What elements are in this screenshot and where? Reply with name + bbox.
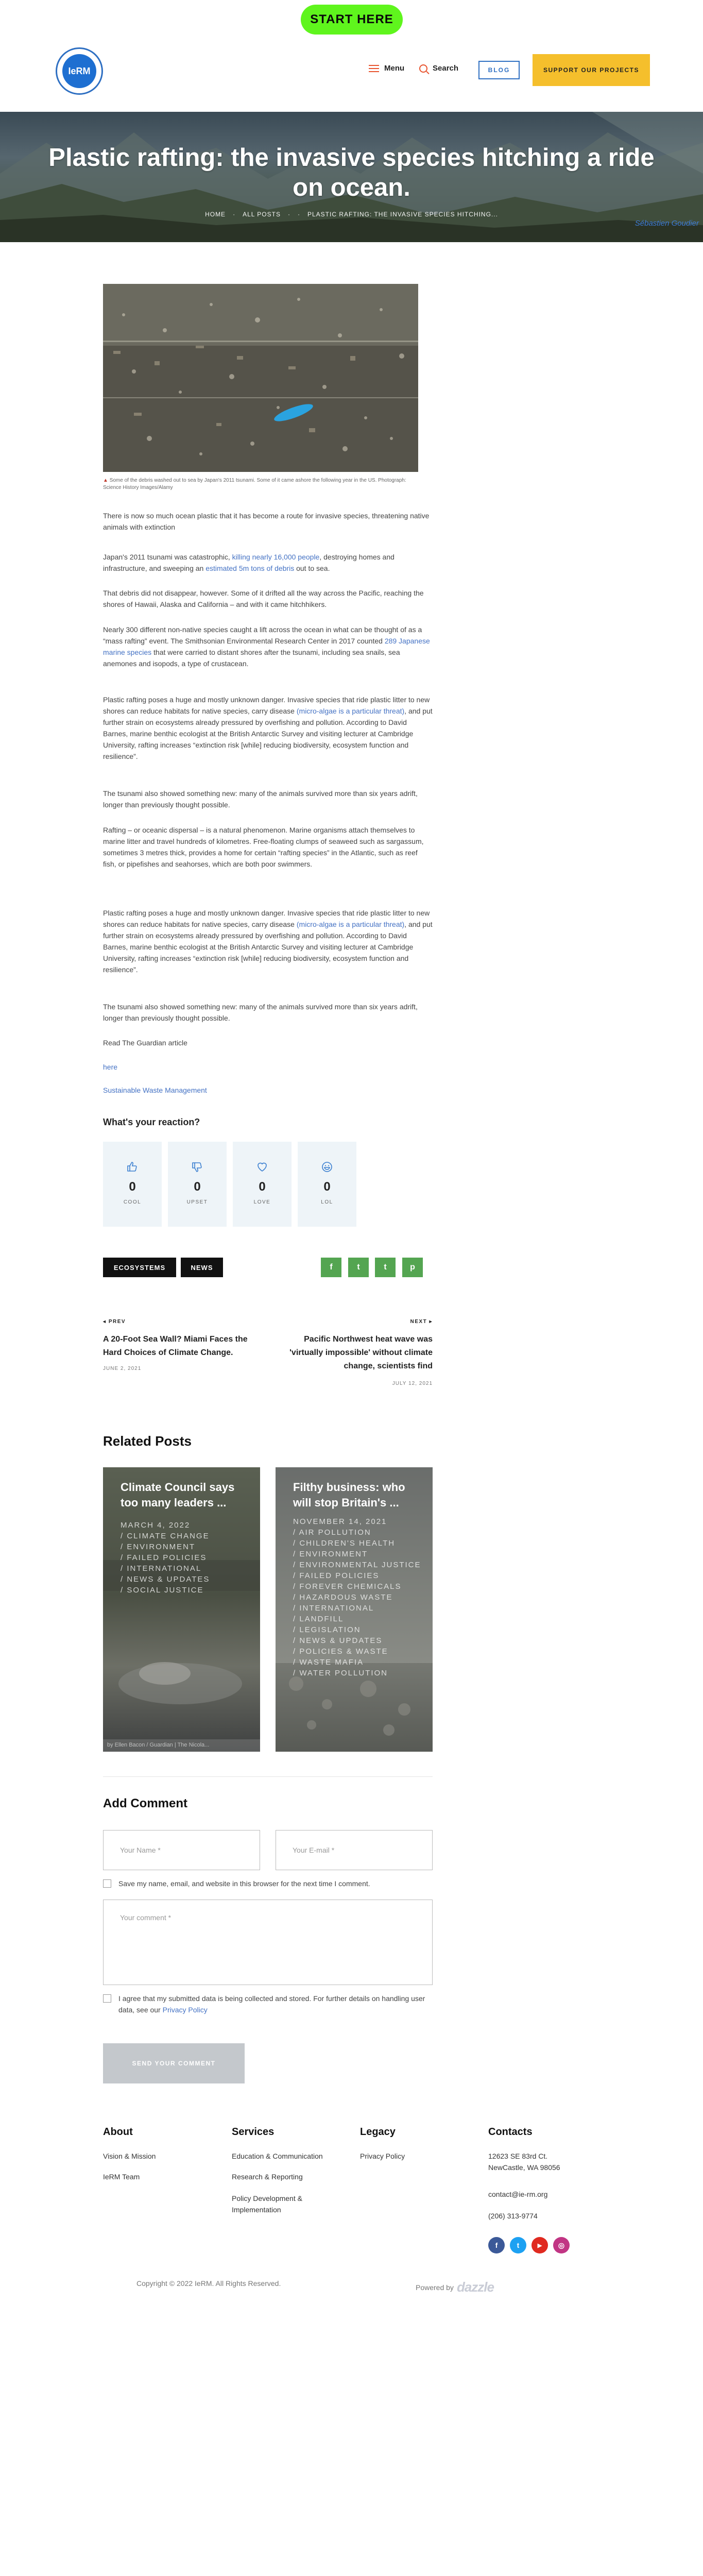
related-post-category[interactable]: / NEWS & UPDATES <box>293 1636 383 1645</box>
breadcrumb-current: PLASTIC RAFTING: THE INVASIVE SPECIES HITCHING... <box>307 211 498 218</box>
reaction-love[interactable] <box>233 1142 292 1227</box>
youtube-icon: ▶ <box>537 2242 542 2249</box>
reaction-count: 0 <box>129 1180 136 1194</box>
related-post-category[interactable]: / CLIMATE CHANGE <box>121 1532 210 1540</box>
reaction-upset[interactable] <box>168 1142 227 1227</box>
prev-post-title[interactable]: A 20-Foot Sea Wall? Miami Faces the Hard Choices of Climate Change. <box>103 1335 248 1357</box>
related-post-category[interactable]: / WASTE MAFIA <box>293 1658 364 1667</box>
paragraph-text: out to sea. <box>294 564 330 572</box>
related-post-category[interactable]: / HAZARDOUS WASTE <box>293 1593 393 1602</box>
copyright-text: Copyright © 2022 IeRM. All Rights Reserved. <box>136 2279 281 2287</box>
here-link[interactable]: here <box>103 1063 118 1071</box>
paragraph-text: Plastic rafting poses a huge and mostly unknown danger. Invasive species that ride plastic litter to new shores can reduce habitats for native species, carry disease <box>103 696 430 715</box>
related-post-category[interactable]: / ENVIRONMENT <box>293 1550 368 1558</box>
read-more-text: Read The Guardian article <box>103 1039 187 1047</box>
prev-post-date: JUNE 2, 2021 <box>103 1366 142 1371</box>
related-post-category[interactable]: / SOCIAL JUSTICE <box>121 1586 204 1595</box>
japanese-marine-species-link[interactable]: 289 Japanese marine species <box>103 637 430 656</box>
reaction-count: 0 <box>323 1180 331 1194</box>
footer-link-team[interactable]: IeRM Team <box>103 2173 140 2181</box>
powered-by[interactable] <box>416 2279 494 2295</box>
privacy-agree-label <box>118 1993 433 2015</box>
facebook-icon: f <box>330 1263 333 1272</box>
image-caption <box>103 477 418 492</box>
debris-estimate-link[interactable]: estimated 5m tons of debris <box>205 564 295 572</box>
reaction-label: UPSET <box>186 1199 208 1205</box>
breadcrumb-home[interactable]: HOME <box>205 211 226 218</box>
save-info-label: Save my name, email, and website in this browser for the next time I comment. <box>118 1879 370 1888</box>
menu-toggle[interactable] <box>369 64 404 73</box>
add-comment-title: Add Comment <box>103 1797 187 1810</box>
menu-label: Menu <box>384 64 405 73</box>
reaction-label: COOL <box>123 1199 142 1205</box>
pinterest-icon: p <box>410 1263 415 1272</box>
related-post-title[interactable]: Filthy business: who will stop Britain's ... <box>293 1481 405 1509</box>
privacy-agree-text: I agree that my submitted data is being collected and stored. For further details on handling user data, see our <box>118 1994 425 2014</box>
tag-ecosystems[interactable]: ECOSYSTEMS <box>103 1258 176 1277</box>
footer-link-vision[interactable]: Vision & Mission <box>103 2152 156 2160</box>
page-title: Plastic rafting: the invasive species hitching a ride on ocean. <box>48 144 655 201</box>
footer-link-research[interactable]: Research & Reporting <box>232 2173 303 2181</box>
search-icon <box>419 64 427 73</box>
related-post-category[interactable]: / NEWS & UPDATES <box>121 1575 210 1584</box>
footer-contacts-title: Contacts <box>488 2126 533 2138</box>
powered-by-brand-logo: dazzle <box>456 2279 494 2295</box>
related-post-footer: by Ellen Bacon / Guardian | The Nicola... <box>103 1739 260 1752</box>
footer-twitter-button[interactable] <box>510 2237 526 2253</box>
article-paragraph <box>103 907 433 975</box>
footer-services-title: Services <box>232 2126 275 2138</box>
article-paragraph: There is now so much ocean plastic that it has become a route for invasive species, threatening native animals with extinction <box>103 512 430 531</box>
reaction-label: LOL <box>321 1199 333 1205</box>
facebook-icon: f <box>495 2241 498 2249</box>
related-post-category[interactable]: / FAILED POLICIES <box>121 1553 207 1562</box>
paragraph-text: , and put further strain on ecosystems already pressured by overfishing and pollution. According to David Barnes, marine benthic ecologist at the British Antarctic Survey and visiting lecturer at Cambridge University, rafting increases “extinction risk [while] reducing biodiversity, ecosystem function and resilience”. <box>103 920 433 974</box>
related-posts-title: Related Posts <box>103 1433 192 1449</box>
footer-youtube-button[interactable] <box>531 2237 548 2253</box>
article-paragraph: Rafting – or oceanic dispersal – is a natural phenomenon. Marine organisms attach themselves to marine litter and travel hundreds of kilometres. Free-floating clumps of seaweed such as sargassum, sometimes 3 metres thick, provides a home for certain “rafting species” in the Atlantic, such as reef fish, or pipefishes and seahorses, which are both poor swimmers. <box>103 826 424 868</box>
next-post-label[interactable]: NEXT ▸ <box>410 1319 433 1325</box>
reaction-lol[interactable] <box>298 1142 356 1227</box>
related-post-card[interactable] <box>276 1467 433 1752</box>
caption-arrow-icon: ▲ <box>103 478 108 483</box>
footer-email-link[interactable]: contact@ie-rm.org <box>488 2190 548 2198</box>
related-post-date: NOVEMBER 14, 2021 <box>293 1517 387 1526</box>
save-info-checkbox[interactable] <box>103 1879 111 1888</box>
footer-legacy-title: Legacy <box>360 2126 396 2138</box>
paragraph-text: Japan's 2011 tsunami was catastrophic, <box>103 553 232 561</box>
email-field[interactable]: Your E-mail * <box>276 1830 433 1870</box>
next-post-title[interactable]: Pacific Northwest heat wave was 'virtually impossible' without climate change, scientists find <box>289 1335 433 1370</box>
breadcrumb-separator: · <box>297 211 300 218</box>
related-post-meta <box>121 1520 249 1596</box>
related-post-category[interactable]: / POLICIES & WASTE <box>293 1647 388 1656</box>
related-post-category[interactable]: / AIR POLLUTION <box>293 1528 371 1537</box>
breadcrumb <box>0 211 703 218</box>
related-post-category[interactable]: / LEGISLATION <box>293 1625 361 1634</box>
logo-text: IeRM <box>62 54 96 88</box>
hero-banner <box>0 112 703 242</box>
start-here-button[interactable]: START HERE <box>301 5 403 35</box>
reaction-count: 0 <box>259 1180 266 1194</box>
killing-16000-link[interactable]: killing nearly 16,000 people <box>232 553 320 561</box>
send-comment-button[interactable]: SEND YOUR COMMENT <box>103 2043 245 2083</box>
hamburger-icon <box>369 65 379 72</box>
footer-address-line1: 12623 SE 83rd Ct. <box>488 2152 548 2160</box>
related-post-category[interactable]: / CHILDREN'S HEALTH <box>293 1539 396 1548</box>
comment-textarea[interactable]: Your comment * <box>103 1900 433 1985</box>
privacy-policy-link[interactable]: Privacy Policy <box>162 2006 208 2014</box>
laugh-icon <box>319 1159 335 1175</box>
thumbs-up-icon <box>125 1159 140 1175</box>
related-post-category[interactable]: / ENVIRONMENTAL JUSTICE <box>293 1561 421 1569</box>
paragraph-text: , destroying homes and infrastructure, and sweeping an <box>103 553 395 572</box>
article-paragraph: The tsunami also showed something new: many of the animals survived more than six years adrift, longer than previously thought possible. <box>103 1003 418 1022</box>
footer-link-privacy[interactable]: Privacy Policy <box>360 2152 405 2160</box>
instagram-icon: ◎ <box>558 2241 565 2249</box>
reactions-title: What's your reaction? <box>103 1117 200 1127</box>
related-post-category[interactable]: / FAILED POLICIES <box>293 1571 380 1580</box>
share-twitter-button[interactable] <box>348 1258 369 1277</box>
powered-by-label: Powered by <box>416 2283 454 2292</box>
paragraph-text: , and put further strain on ecosystems already pressured by overfishing and pollution. According to David Barnes, marine benthic ecologist at the British Antarctic Survey and visiting lecturer at Cambridge University, rafting increases “extinction risk [while] reducing biodiversity, ecosystem function and resilience”. <box>103 707 433 760</box>
breadcrumb-separator: · <box>287 211 290 218</box>
privacy-agree-checkbox[interactable] <box>103 1994 111 2003</box>
divider <box>103 1776 433 1777</box>
tumblr-icon: t <box>384 1263 387 1272</box>
reaction-cool[interactable] <box>103 1142 162 1227</box>
tag-news[interactable]: NEWS <box>181 1258 223 1277</box>
micro-algae-link[interactable]: (micro-algae is a particular threat) <box>296 707 405 715</box>
share-facebook-button[interactable] <box>321 1258 341 1277</box>
footer-about-title: About <box>103 2126 133 2138</box>
breadcrumb-separator: · <box>233 211 236 218</box>
micro-algae-link[interactable]: (micro-algae is a particular threat) <box>296 920 405 928</box>
related-post-card[interactable] <box>103 1467 260 1752</box>
support-projects-button[interactable]: SUPPORT OUR PROJECTS <box>533 54 650 86</box>
related-post-category[interactable]: / INTERNATIONAL <box>121 1564 202 1573</box>
heart-icon <box>254 1159 270 1175</box>
reaction-count: 0 <box>194 1180 201 1194</box>
paragraph-text: Nearly 300 different non-native species caught a lift across the ocean in what can be thought of as a “mass rafting” event. The Smithsonian Environmental Research Center in 2017 counted <box>103 625 422 645</box>
related-post-category[interactable]: / WATER POLLUTION <box>293 1669 388 1677</box>
related-post-date: MARCH 4, 2022 <box>121 1521 191 1530</box>
related-post-meta <box>293 1516 422 1679</box>
share-tumblr-button[interactable] <box>375 1258 396 1277</box>
footer-facebook-button[interactable] <box>488 2237 505 2253</box>
article-paragraph <box>103 694 433 762</box>
site-logo[interactable] <box>56 47 103 95</box>
related-post-category[interactable]: / ENVIRONMENT <box>121 1543 196 1551</box>
next-post-date: JULY 12, 2021 <box>392 1381 433 1386</box>
related-post-category[interactable]: / INTERNATIONAL <box>293 1604 374 1613</box>
search-toggle[interactable] <box>419 64 458 73</box>
related-post-category[interactable]: / FOREVER CHEMICALS <box>293 1582 402 1591</box>
footer-link-policy[interactable]: Policy Development & Implementation <box>232 2194 302 2214</box>
twitter-icon: t <box>517 2241 520 2249</box>
footer-link-education[interactable]: Education & Communication <box>232 2152 323 2160</box>
article-paragraph: That debris did not disappear, however. Some of it drifted all the way across the Pacific, reaching the shores of Hawaii, Alaska and California – and with it came hitchhikers. <box>103 589 424 608</box>
breadcrumb-all-posts[interactable]: ALL POSTS <box>243 211 281 218</box>
image-caption-text: Some of the debris washed out to sea by Japan's 2011 tsunami. Some of it came ashore the following year in the US. Photograph: Science History Images/Alamy <box>103 478 406 490</box>
article-paragraph <box>103 551 433 574</box>
paragraph-text: Plastic rafting poses a huge and mostly unknown danger. Invasive species that ride plastic litter to new shores can reduce habitats for native species, carry disease <box>103 909 430 928</box>
paragraph-text: that were carried to distant shores after the tsunami, including sea snails, sea anemones and isopods, a type of crustacean. <box>103 648 400 668</box>
related-post-category[interactable]: / LANDFILL <box>293 1615 344 1623</box>
next-post-label-text: NEXT <box>410 1319 427 1325</box>
footer-instagram-button[interactable] <box>553 2237 570 2253</box>
blog-button[interactable]: BLOG <box>478 61 520 79</box>
reaction-label: LOVE <box>253 1199 271 1205</box>
footer-address-line2: NewCastle, WA 98056 <box>488 2163 560 2172</box>
search-label: Search <box>433 64 459 73</box>
thumbs-down-icon <box>190 1159 205 1175</box>
share-pinterest-button[interactable] <box>402 1258 423 1277</box>
footer-phone-link[interactable]: (206) 313-9774 <box>488 2212 538 2220</box>
hero-photo-credit[interactable]: Sébastien Goudier <box>635 219 699 228</box>
article-paragraph: The tsunami also showed something new: many of the animals survived more than six years adrift, longer than previously thought possible. <box>103 789 418 809</box>
prev-post-label-text: PREV <box>108 1319 126 1325</box>
article-image <box>103 284 418 472</box>
category-link[interactable]: Sustainable Waste Management <box>103 1086 207 1094</box>
related-post-title[interactable]: Climate Council says too many leaders ... <box>121 1481 235 1509</box>
article-paragraph <box>103 624 433 669</box>
name-field[interactable]: Your Name * <box>103 1830 260 1870</box>
debris-water-photo <box>103 284 418 472</box>
twitter-icon: t <box>357 1263 360 1272</box>
prev-post-label[interactable]: ◂ PREV <box>103 1319 126 1325</box>
